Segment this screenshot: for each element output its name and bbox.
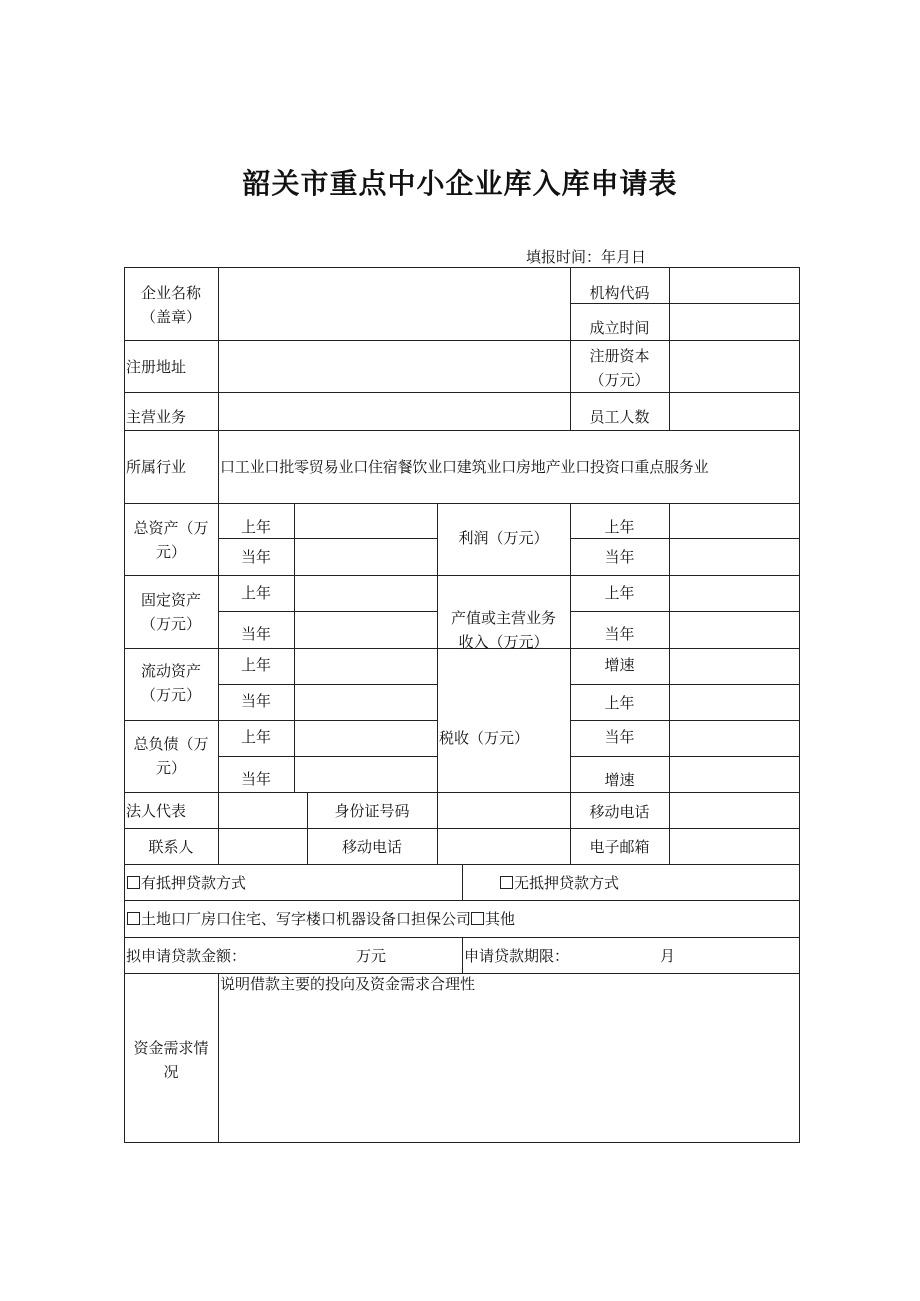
application-form	[124, 267, 800, 1143]
checkbox[interactable]	[127, 876, 140, 889]
secured-loan-option[interactable]	[127, 872, 246, 894]
form-title: 韶关市重点中小企业库入库申请表	[242, 167, 678, 200]
grid-line	[799, 267, 800, 1143]
current-assets-label: 流动资产	[140, 662, 201, 680]
org-code-label: 机构代码	[589, 284, 650, 302]
grid-line	[124, 503, 800, 504]
output-unit: 收入（万元）	[458, 633, 549, 651]
email-label: 电子邮箱	[589, 838, 650, 856]
this-year-label: 当年	[240, 548, 271, 566]
contact-mobile-label: 移动电话	[341, 838, 402, 856]
grid-line	[218, 756, 437, 757]
grid-line	[124, 575, 800, 576]
fund-need-note: 说明借款主要的投向及资金需求合理性	[220, 975, 476, 993]
total-debt-unit: 元）	[155, 759, 186, 777]
last-year-label: 上年	[604, 694, 635, 712]
main-business-label: 主营业务	[126, 408, 187, 426]
this-year-label: 当年	[240, 770, 271, 788]
grid-line	[218, 792, 219, 864]
contact-label: 联系人	[148, 838, 194, 856]
total-debt-label: 总负债（万	[133, 735, 209, 753]
grid-line	[124, 430, 800, 431]
company-name-label: 企业名称	[140, 284, 201, 302]
grid-line	[462, 864, 463, 900]
grid-line	[570, 756, 800, 757]
secured-loan-label: 有抵押贷款方式	[141, 874, 247, 892]
grid-line	[218, 973, 219, 1143]
grid-line	[669, 267, 670, 430]
industry-label: 所属行业	[126, 458, 187, 476]
grid-line	[570, 684, 800, 685]
company-name-seal-label: （盖章）	[140, 308, 201, 326]
output-label: 产值或主营业务	[450, 609, 556, 627]
total-assets-label: 总资产（万	[133, 519, 209, 537]
staff-count-label: 员工人数	[589, 408, 650, 426]
last-year-label: 上年	[240, 656, 271, 674]
this-year-label: 当年	[604, 548, 635, 566]
grid-line	[669, 503, 670, 792]
current-assets-unit: （万元）	[140, 686, 201, 704]
reg-capital-unit: （万元）	[589, 371, 650, 389]
reg-capital-label: 注册资本	[589, 347, 650, 365]
grid-line	[124, 828, 800, 829]
this-year-label: 当年	[604, 625, 635, 643]
grid-line	[669, 792, 670, 864]
grid-line	[437, 792, 438, 864]
grid-line	[124, 267, 800, 268]
grid-line	[218, 538, 437, 539]
mobile-label: 移动电话	[589, 803, 650, 821]
industry-options: 口工业口批零贸易业口住宿餐饮业口建筑业口房地产业口投资口重点服务业	[220, 458, 709, 476]
total-assets-unit: 元）	[155, 543, 186, 561]
last-year-label: 上年	[240, 728, 271, 746]
this-year-label: 当年	[240, 625, 271, 643]
legal-rep-label: 法人代表	[126, 802, 187, 820]
grid-line	[294, 503, 295, 792]
grid-line	[124, 648, 437, 649]
id-number-label: 身份证号码	[334, 802, 410, 820]
collateral-types-label: 土地口厂房口住宅、写字楼口机器设备口担保公司	[141, 910, 472, 928]
this-year-label: 当年	[604, 728, 635, 746]
last-year-label: 上年	[604, 584, 635, 602]
grid-line	[218, 611, 437, 612]
grid-line	[124, 900, 800, 901]
last-year-label: 上年	[240, 584, 271, 602]
fund-need-label: 资金需求情	[133, 1039, 209, 1057]
last-year-label: 上年	[604, 518, 635, 536]
fixed-assets-unit: （万元）	[140, 615, 201, 633]
grid-line	[570, 611, 800, 612]
grid-line	[124, 340, 800, 341]
grid-line	[570, 720, 800, 721]
collateral-options[interactable]	[127, 908, 515, 930]
fill-date: 填报时间：年月日	[526, 248, 647, 266]
checkbox[interactable]	[471, 912, 484, 925]
grid-line	[124, 792, 800, 793]
growth-label: 增速	[604, 656, 635, 674]
reg-address-label: 注册地址	[126, 358, 187, 376]
tax-label: 税收（万元）	[439, 729, 530, 747]
fund-need-label-cont: 况	[163, 1063, 179, 1081]
checkbox[interactable]	[127, 912, 140, 925]
unsecured-loan-label: 无抵押贷款方式	[514, 874, 620, 892]
checkbox[interactable]	[500, 876, 513, 889]
grid-line	[124, 1142, 800, 1143]
collateral-other-label: 其他	[485, 910, 516, 928]
fixed-assets-label: 固定资产	[140, 591, 201, 609]
loan-term-unit: 月	[660, 947, 676, 965]
last-year-label: 上年	[240, 518, 271, 536]
grid-line	[570, 648, 800, 649]
grid-line	[218, 684, 437, 685]
grid-line	[570, 538, 800, 539]
loan-amount-unit: 万元	[356, 947, 387, 965]
found-time-label: 成立时间	[589, 319, 650, 337]
grid-line	[124, 720, 437, 721]
grid-line	[218, 267, 219, 503]
this-year-label: 当年	[240, 692, 271, 710]
growth-label: 增速	[604, 771, 635, 789]
loan-term-label: 申请贷款期限：	[464, 947, 570, 965]
loan-amount-label: 拟申请贷款金额：	[126, 947, 247, 965]
grid-line	[462, 937, 463, 973]
unsecured-loan-option[interactable]	[500, 872, 619, 894]
profit-label: 利润（万元）	[458, 529, 549, 547]
grid-line	[124, 392, 800, 393]
